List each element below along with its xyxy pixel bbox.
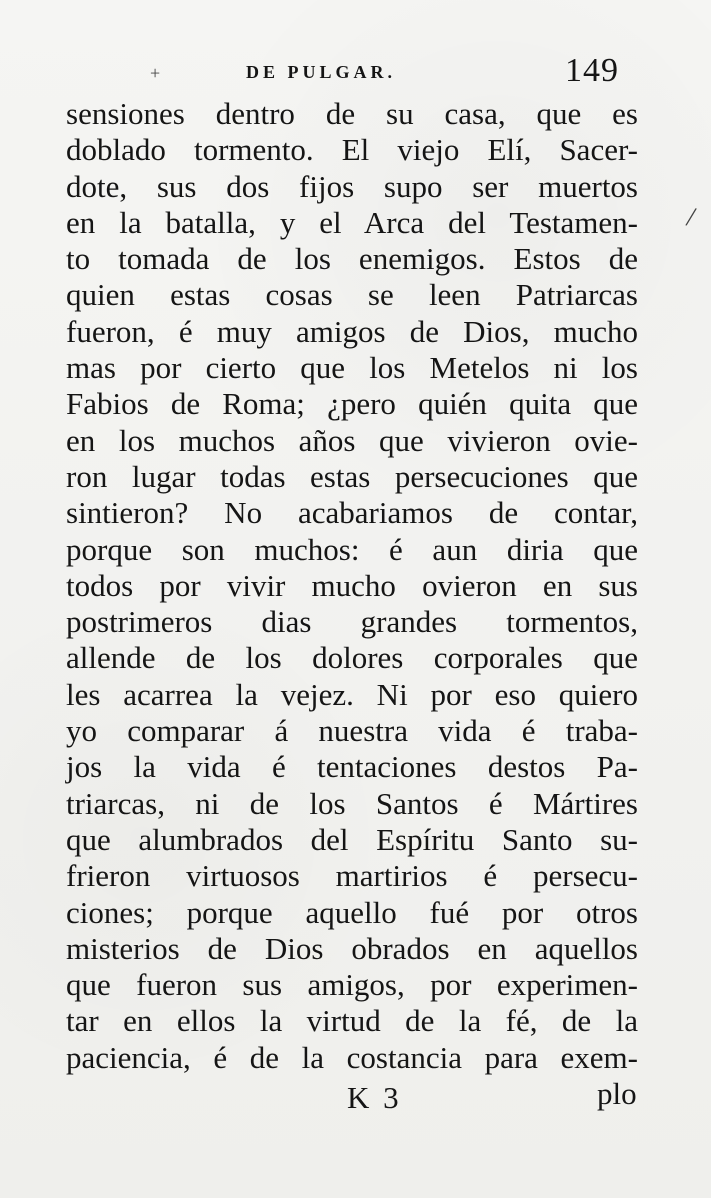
- page-number: 149: [565, 52, 619, 89]
- text-line: dote, sus dos fijos supo ser muertos: [66, 168, 638, 204]
- catchword: plo: [597, 1076, 637, 1111]
- page-footer: [0, 1076, 711, 1120]
- running-head: DE PULGAR.: [246, 62, 397, 82]
- text-line: en los muchos años que vivieron ovie-: [66, 422, 638, 458]
- text-line: fueron, é muy amigos de Dios, mucho: [66, 313, 638, 349]
- margin-mark-right: /: [683, 201, 699, 234]
- text-line: allende de los dolores corporales que: [66, 640, 638, 676]
- text-line: que fueron sus amigos, por experimen-: [66, 967, 638, 1003]
- signature-mark: K 3: [347, 1080, 402, 1115]
- text-line: Fabios de Roma; ¿pero quién quita que: [66, 386, 638, 422]
- text-line: ciones; porque aquello fué por otros: [66, 894, 638, 930]
- text-line: que alumbrados del Espíritu Santo su-: [66, 821, 638, 857]
- text-line: sintieron? No acabariamos de contar,: [66, 495, 638, 531]
- text-line: paciencia, é de la costancia para exem-: [66, 1039, 638, 1075]
- text-line: to tomada de los enemigos. Estos de: [66, 241, 638, 277]
- text-line: doblado tormento. El viejo Elí, Sacer-: [66, 132, 638, 168]
- text-line: todos por vivir mucho ovieron en sus: [66, 567, 638, 603]
- text-line: quien estas cosas se leen Patriarcas: [66, 277, 638, 313]
- text-line: postrimeros dias grandes tormentos,: [66, 604, 638, 640]
- text-line: en la batalla, y el Arca del Testamen-: [66, 204, 638, 240]
- text-line: porque son muchos: é aun diria que: [66, 531, 638, 567]
- text-line: ron lugar todas estas persecuciones que: [66, 458, 638, 494]
- text-line: triarcas, ni de los Santos é Mártires: [66, 785, 638, 821]
- margin-mark-left: +: [150, 63, 161, 83]
- text-line: sensiones dentro de su casa, que es: [66, 96, 638, 131]
- main-text-block: [66, 96, 638, 1076]
- text-line: frieron virtuosos martirios é persecu-: [66, 858, 638, 894]
- text-line: jos la vida é tentaciones destos Pa-: [66, 749, 638, 785]
- page-header: [0, 52, 711, 92]
- text-line: mas por cierto que los Metelos ni los: [66, 350, 638, 386]
- text-line: les acarrea la vejez. Ni por eso quiero: [66, 676, 638, 712]
- text-line: yo comparar á nuestra vida é traba-: [66, 713, 638, 749]
- text-line: tar en ellos la virtud de la fé, de la: [66, 1003, 638, 1039]
- text-line: misterios de Dios obrados en aquellos: [66, 930, 638, 966]
